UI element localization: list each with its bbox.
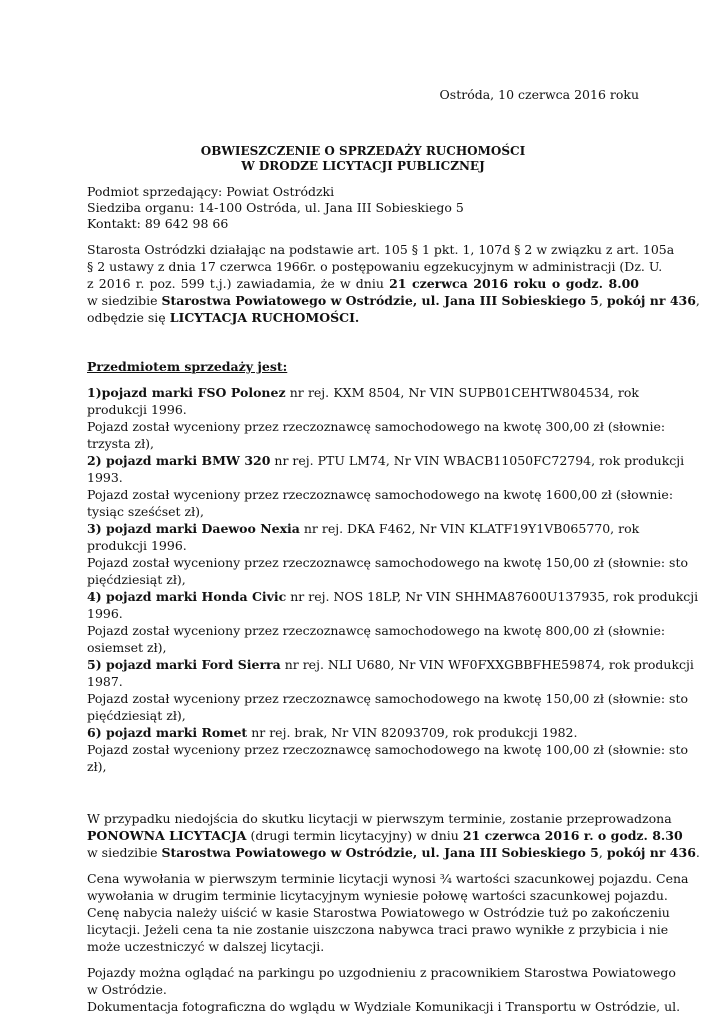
item-5-valuation-words: pięćdziesiąt zł), [87,708,186,723]
price-line-3: Cenę nabycia należy uiścić w kasie Starostwa Powiatowego w Ostródzie tuż po zakończeniu [87,905,670,920]
auction-room: pokój nr 436 [606,293,696,308]
item-5-valuation: Pojazd został wyceniony przez rzeczoznawcę samochodowego na kwotę 150,00 zł (słownie: sto [87,691,689,706]
item-6-line: 6) pojazd marki Romet nr rej. brak, Nr VIN 82093709, rok produkcji 1982. [87,725,578,740]
item-2-valuation-words: tysiąc sześćset zł), [87,504,205,519]
address-line: Siedziba organu: 14-100 Ostróda, ul. Jana III Sobieskiego 5 [87,200,464,215]
item-2-line: 2) pojazd marki BMW 320 nr rej. PTU LM74, Nr VIN WBACB11050FC72794, rok produkcji [87,453,685,468]
intro-line-3: z 2016 r. poz. 599 t.j.) zawiadamia, że w dniu 21 czerwca 2016 roku o godz. 8.00 [87,276,639,291]
item-2-year: 1993. [87,470,123,485]
contact-line: Kontakt: 89 642 98 66 [87,216,229,231]
title-line-2: W DRODZE LICYTACJI PUBLICZNEJ [241,159,485,173]
item-4-valuation-words: osiemset zł), [87,640,167,655]
price-line-2: wywołania w drugim terminie licytacyjnym wyniesie połowę wartości szacunkowej pojazdu. [87,888,668,903]
second-auction-line-3: w siedzibie Starostwa Powiatowego w Ostródzie, ul. Jana III Sobieskiego 5, pokój nr 436. [87,845,700,860]
second-auction-line-2: PONOWNA LICYTACJA (drugi termin licytacyjny) w dniu 21 czerwca 2016 r. o godz. 8.30 [87,828,683,843]
viewing-line-1: Pojazdy można oglądać na parkingu po uzgodnieniu z pracownikiem Starostwa Powiatowego [87,965,676,980]
item-4-year: 1996. [87,606,123,621]
seller-line: Podmiot sprzedający: Powiat Ostródzki [87,184,335,199]
subject-heading: Przedmiotem sprzedaży jest: [87,359,288,374]
intro-line-1: Starosta Ostródzki działając na podstawie art. 105 § 1 pkt. 1, 107d § 2 w związku z art. 105a [87,242,675,257]
item-5-line: 5) pojazd marki Ford Sierra nr rej. NLI U680, Nr VIN WF0FXXGBBFHE59874, rok produkcji [87,657,694,672]
item-5-year: 1987. [87,674,123,689]
item-3-valuation: Pojazd został wyceniony przez rzeczoznawcę samochodowego na kwotę 150,00 zł (słownie: sto [87,555,689,570]
item-3-line: 3) pojazd marki Daewoo Nexia nr rej. DKA F462, Nr VIN KLATF19Y1VB065770, rok [87,521,640,536]
viewing-line-3: Dokumentacja fotograficzna do wglądu w Wydziale Komunikacji i Transportu w Ostródzie, ul. [87,999,681,1014]
item-3-year: produkcji 1996. [87,538,187,553]
item-3-valuation-words: pięćdziesiąt zł), [87,572,186,587]
second-auction-date: 21 czerwca 2016 r. o godz. 8.30 [462,828,683,843]
auction-date: 21 czerwca 2016 roku o godz. 8.00 [389,276,639,291]
item-1-year: produkcji 1996. [87,402,187,417]
price-line-1: Cena wywołania w pierwszym terminie licytacji wynosi ¾ wartości szacunkowej pojazdu. Cena [87,871,689,886]
item-4-valuation: Pojazd został wyceniony przez rzeczoznawcę samochodowego na kwotę 800,00 zł (słownie: [87,623,666,638]
item-6-valuation-words: zł), [87,759,107,774]
price-line-4: licytacji. Jeżeli cena ta nie zostanie uiszczona nabywca traci prawo wynikłe z przybicia i nie [87,922,669,937]
item-4-line: 4) pojazd marki Honda Civic nr rej. NOS 18LP, Nr VIN SHHMA87600U137935, rok produkcji [87,589,699,604]
price-line-5: może uczestniczyć w dalszej licytacji. [87,939,325,954]
date-line: Ostróda, 10 czerwca 2016 roku [439,87,639,102]
second-auction-line-1: W przypadku niedojścia do skutku licytacji w pierwszym terminie, zostanie przeprowadzona [87,811,672,826]
intro-line-4: w siedzibie Starostwa Powiatowego w Ostródzie, ul. Jana III Sobieskiego 5, pokój nr 436, [87,293,700,308]
auction-venue: Starostwa Powiatowego w Ostródzie, ul. Jana III Sobieskiego 5 [161,293,599,308]
title-line-1: OBWIESZCZENIE O SPRZEDAŻY RUCHOMOŚCI [200,144,526,158]
item-1-valuation-words: trzysta zł), [87,436,154,451]
intro-line-5: odbędzie się LICYTACJA RUCHOMOŚCI. [87,310,360,325]
item-1-valuation: Pojazd został wyceniony przez rzeczoznawcę samochodowego na kwotę 300,00 zł (słownie: [87,419,666,434]
auction-type: LICYTACJA RUCHOMOŚCI. [169,310,360,325]
item-2-valuation: Pojazd został wyceniony przez rzeczoznawcę samochodowego na kwotę 1600,00 zł (słownie: [87,487,674,502]
intro-line-2: § 2 ustawy z dnia 17 czerwca 1966r. o postępowaniu egzekucyjnym w administracji (Dz. U. [87,259,663,274]
viewing-line-2: w Ostródzie. [87,982,167,997]
item-1-line: 1)pojazd marki FSO Polonez nr rej. KXM 8504, Nr VIN SUPB01CEHTW804534, rok [87,385,639,400]
item-6-valuation: Pojazd został wyceniony przez rzeczoznawcę samochodowego na kwotę 100,00 zł (słownie: sto [87,742,689,757]
